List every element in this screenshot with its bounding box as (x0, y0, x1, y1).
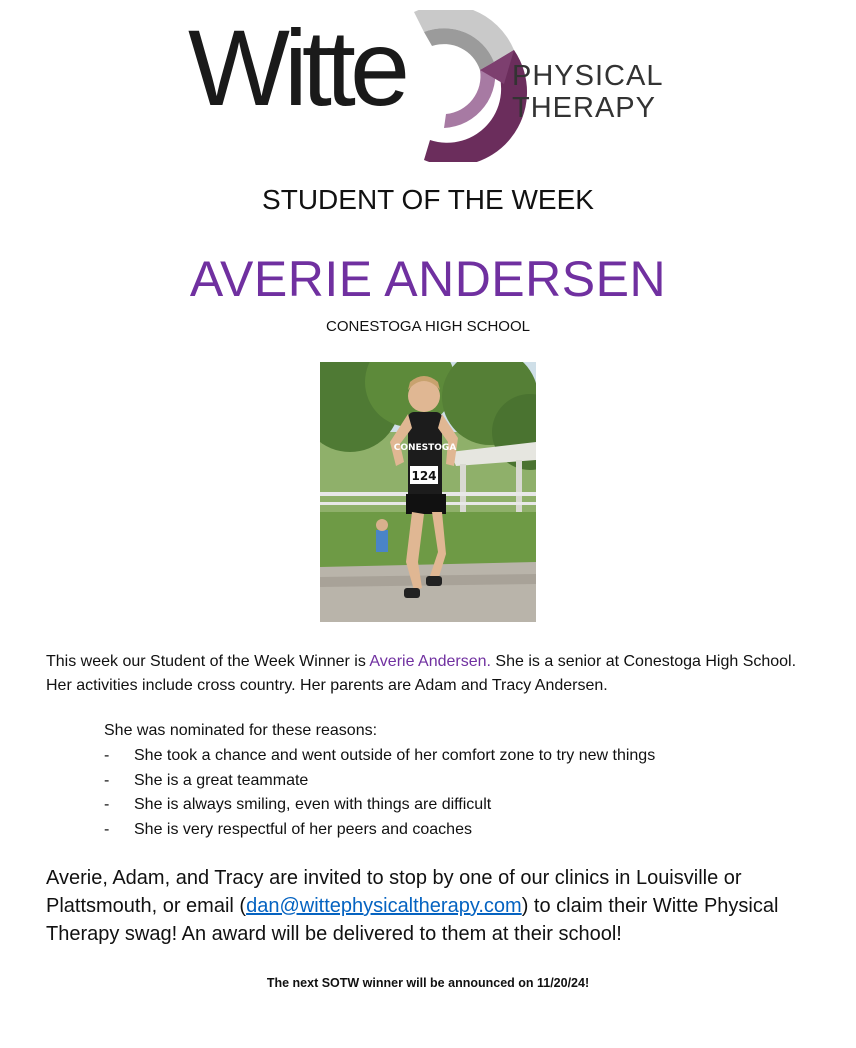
page-heading: STUDENT OF THE WEEK (262, 184, 594, 215)
intro-text-before: This week our Student of the Week Winner is (46, 653, 370, 670)
list-item: - She took a chance and went outside of her comfort zone to try new things (104, 747, 656, 764)
list-item: - She is always smiling, even with things are difficult (104, 796, 492, 813)
invite-text-after: ) to claim their Witte Physical Therapy swag! An award will be delivered to them at their school! (46, 895, 779, 945)
email-link[interactable]: dan@wittephysicaltherapy.com (246, 895, 522, 917)
runner-image (320, 362, 536, 622)
logo-wordmark: Witte (188, 7, 405, 128)
student-photo (320, 362, 536, 622)
student-name: AVERIE ANDERSEN (189, 251, 667, 307)
logo-subtitle (512, 60, 663, 124)
logo-subtitle-line1: PHYSICAL (512, 60, 664, 92)
reasons-heading: She was nominated for these reasons: (104, 722, 378, 739)
witte-logo (188, 7, 678, 162)
invite-text-before: Averie, Adam, and Tracy are invited to stop by one of our clinics in Louisville or Plattsmouth, or email ( (46, 867, 742, 917)
reason-text: She is very respectful of her peers and coaches (134, 820, 472, 838)
jersey-text: CONESTOGA (393, 443, 457, 453)
bib-number: 124 (411, 469, 437, 483)
list-item: - She is very respectful of her peers and coaches (104, 820, 472, 838)
intro-student-name: Averie Andersen. (369, 653, 491, 670)
intro-text-after: She is a senior at Conestoga High School. Her activities include cross country. Her parents are Adam and Tracy Andersen. (46, 653, 797, 694)
reason-text: She is a great teammate (134, 771, 309, 789)
list-item: - She is a great teammate (104, 771, 309, 789)
invite-paragraph (46, 864, 826, 948)
reason-text: She is always smiling, even with things are difficult (134, 796, 492, 813)
footer-note: The next SOTW winner will be announced on 11/20/24! (266, 976, 590, 990)
school-name: CONESTOGA HIGH SCHOOL (326, 318, 530, 335)
intro-paragraph (46, 650, 806, 698)
reason-text: She took a chance and went outside of her comfort zone to try new things (134, 747, 656, 764)
reasons-list (104, 744, 655, 842)
logo-subtitle-line2: THERAPY (512, 92, 656, 124)
